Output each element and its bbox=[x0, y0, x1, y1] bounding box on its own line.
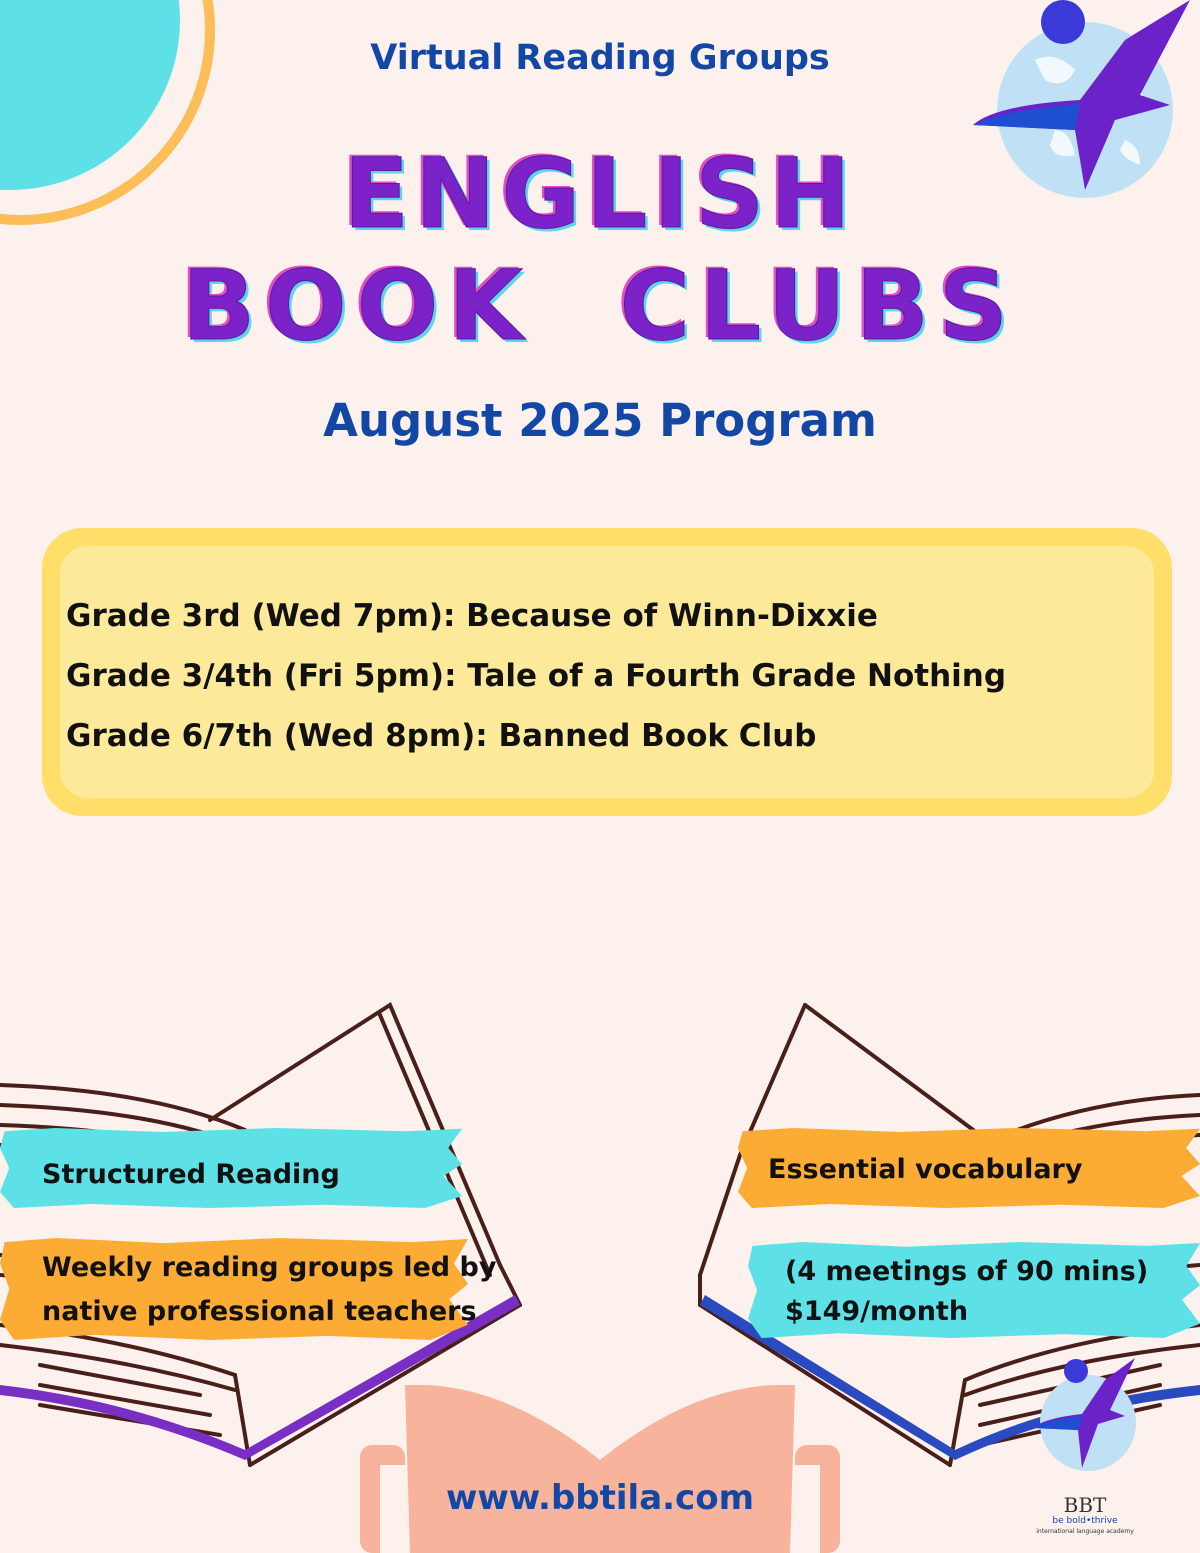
feature-structured-reading: Structured Reading bbox=[42, 1159, 340, 1190]
feature-essential-vocabulary: Essential vocabulary bbox=[768, 1154, 1083, 1185]
title-english: ENGLISH bbox=[343, 138, 857, 250]
reader-silhouette-icon bbox=[360, 1385, 840, 1553]
title-book-clubs: BOOK CLUBS bbox=[181, 250, 1019, 362]
bbt-logo-name: BBT bbox=[1063, 1493, 1107, 1517]
bbt-logo-icon bbox=[1030, 1358, 1140, 1488]
schedule-box bbox=[42, 528, 1172, 816]
subtitle-virtual-reading-groups: Virtual Reading Groups bbox=[370, 38, 830, 78]
program-date: August 2025 Program bbox=[323, 394, 877, 447]
feature-weekly-groups-line2: native professional teachers bbox=[42, 1296, 477, 1327]
feature-meetings: (4 meetings of 90 mins) bbox=[785, 1256, 1149, 1287]
bbt-logo-caption bbox=[1030, 1494, 1140, 1536]
schedule-inner bbox=[60, 546, 1154, 798]
bbt-logo-sub: international language academy bbox=[1036, 1528, 1134, 1535]
feature-price: $149/month bbox=[785, 1296, 969, 1327]
schedule-item: Grade 3/4th (Fri 5pm): Tale of a Fourth Grade Nothing bbox=[66, 658, 1007, 694]
website-url[interactable]: www.bbtila.com bbox=[445, 1478, 754, 1518]
schedule-item: Grade 3rd (Wed 7pm): Because of Winn-Dixxie bbox=[66, 598, 878, 634]
feature-weekly-groups-line1: Weekly reading groups led by bbox=[42, 1252, 497, 1283]
schedule-item: Grade 6/7th (Wed 8pm): Banned Book Club bbox=[66, 718, 817, 754]
bbt-logo-tagline: be bold•thrive bbox=[1052, 1516, 1118, 1526]
